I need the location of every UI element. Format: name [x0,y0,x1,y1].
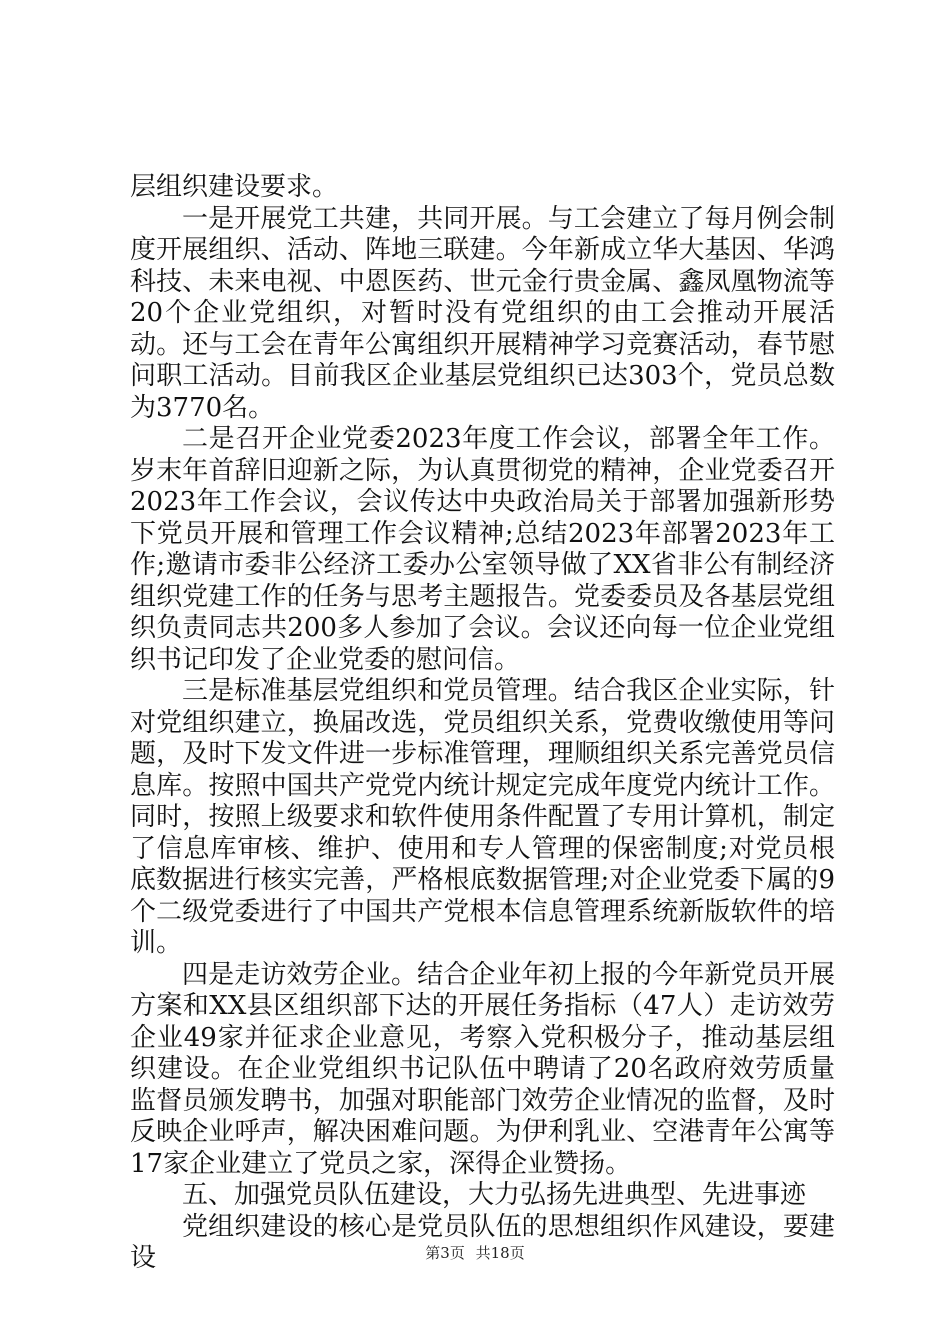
section-heading-five: 五、加强党员队伍建设，大力弘扬先进典型、先进事迹 [182,1180,807,1210]
paragraph-standard-management: 三是标准基层党组织和党员管理。结合我区企业实际，针对党组织建立，换届改选，党员组织关系，党费收缴使用等问题，及时下发文件进一步标准管理，理顺组织关系完善党员信息库。按照中国共产党党内统计规定完成年度党内统计工作。同时，按照上级要求和软件使用条件配置了专用计算机，制定了信息库审核、维护、使用和专人管理的保密制度;对党员根底数据进行核实完善，严格根底数据管理;对企业党委下属的9个二级党委进行了中国共产党根本信息管理系统新版软件的培训。 [130,676,835,958]
paragraph-continuation: 层组织建设要求。 [130,172,339,202]
paragraph-visiting-enterprises: 四是走访效劳企业。结合企业年初上报的今年新党员开展方案和XX县区组织部下达的开展任务指标（47人）走访效劳企业49家并征求企业意见，考察入党积极分子，推动基层组织建设。在企业党组织书记队伍中聘请了20名政府效劳质量监督员颁发聘书，加强对职能部门效劳企业情况的监督，及时反映企业呼声，解决困难问题。为伊利乳业、空港青年公寓等17家企业建立了党员之家，深得企业赞扬。 [130,959,835,1179]
paragraph-member-team-building: 党组织建设的核心是党员队伍的思想组织作风建设，要建设 [130,1211,835,1273]
page-total: 共18页 [475,1244,525,1262]
page-footer [0,1242,950,1263]
document-body [130,172,835,1275]
paragraph-annual-work-meeting: 二是召开企业党委2023年度工作会议，部署全年工作。岁末年首辞旧迎新之际，为认真贯彻党的精神，企业党委召开2023年工作会议，会议传达中央政治局关于部署加强新形势下党员开展和管理工作会议精神;总结2023年部署2023年工作;邀请市委非公经济工委办公室领导做了XX省非公有制经济组织党建工作的任务与思考主题报告。党委委员及各基层党组织负责同志共200多人参加了会议。会议还向每一位企业党组织书记印发了企业党委的慰问信。 [130,424,835,675]
page-number: 第3页 [425,1244,465,1262]
paragraph-party-union-building: 一是开展党工共建，共同开展。与工会建立了每月例会制度开展组织、活动、阵地三联建。今年新成立华大基因、华鸿科技、未来电视、中恩医药、世元金行贵金属、鑫凤凰物流等20个企业党组织，对暂时没有党组织的由工会推动开展活动。还与工会在青年公寓组织开展精神学习竞赛活动，春节慰问职工活动。目前我区企业基层党组织已达303个，党员总数为3770名。 [130,203,835,423]
